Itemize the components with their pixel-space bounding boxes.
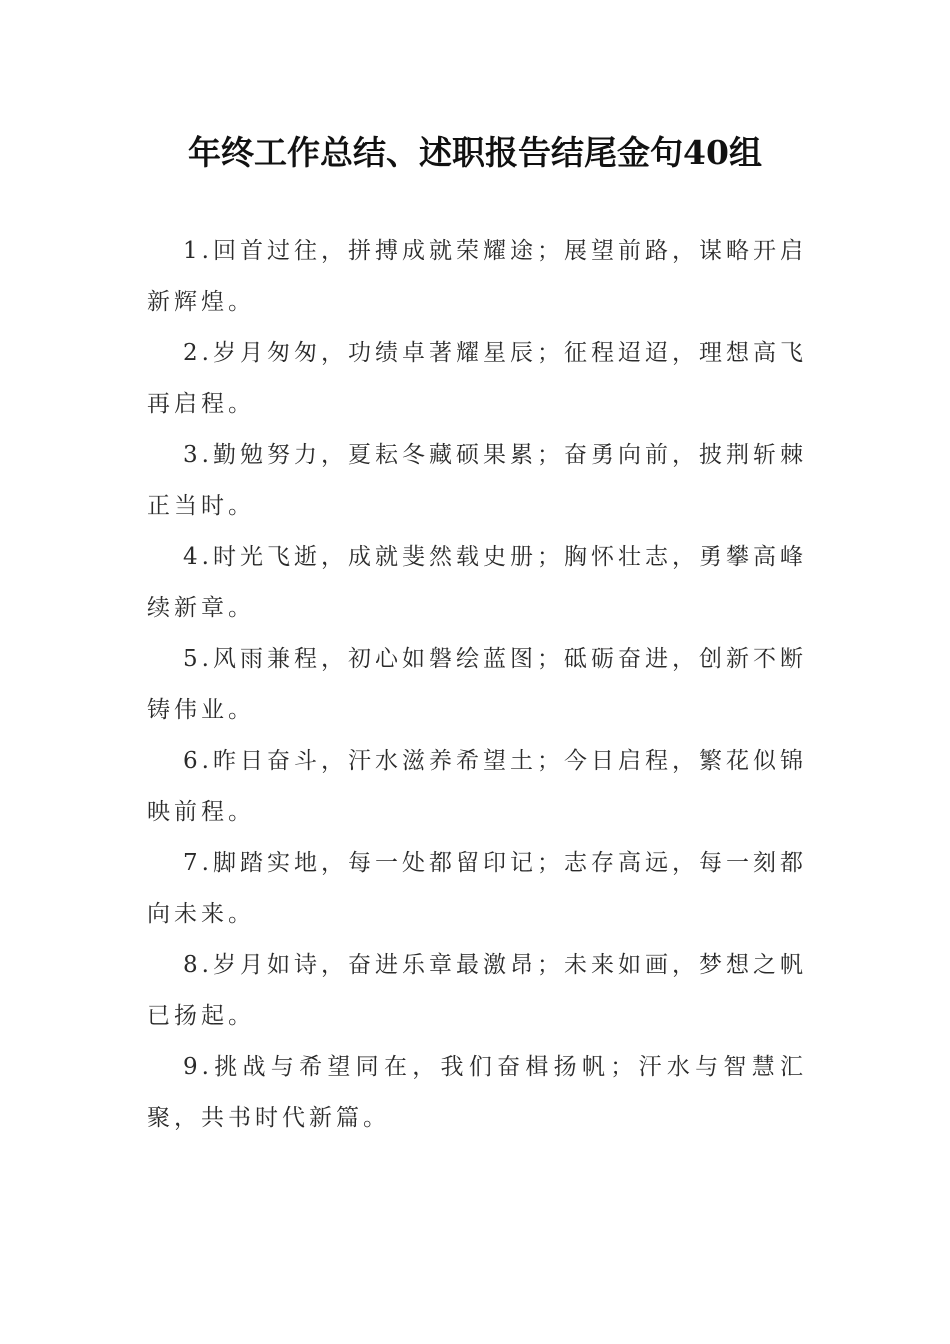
paragraph-2: 2.岁月匆匆，功绩卓著耀星辰；征程迢迢，理想高飞再启程。: [147, 340, 807, 417]
paragraph-5: 5.风雨兼程，初心如磐绘蓝图；砥砺奋进，创新不断铸伟业。: [147, 646, 807, 723]
paragraph-7: 7.脚踏实地，每一处都留印记；志存高远，每一刻都向未来。: [147, 850, 807, 927]
paragraph-6: 6.昨日奋斗，汗水滋养希望土；今日启程，繁花似锦映前程。: [147, 748, 807, 825]
paragraph-9: 9.挑战与希望同在，我们奋楫扬帆；汗水与智慧汇聚，共书时代新篇。: [147, 1054, 807, 1131]
paragraph-4: 4.时光飞逝，成就斐然载史册；胸怀壮志，勇攀高峰续新章。: [147, 544, 807, 621]
document-body: [147, 226, 807, 1144]
paragraph-1: 1.回首过往，拼搏成就荣耀途；展望前路，谋略开启新辉煌。: [147, 238, 807, 315]
paragraph-3: 3.勤勉努力，夏耘冬藏硕果累；奋勇向前，披荆斩棘正当时。: [147, 442, 807, 519]
document-title: 年终工作总结、述职报告结尾金句40组: [188, 133, 762, 172]
paragraph-8: 8.岁月如诗，奋进乐章最激昂；未来如画，梦想之帆已扬起。: [147, 952, 807, 1029]
